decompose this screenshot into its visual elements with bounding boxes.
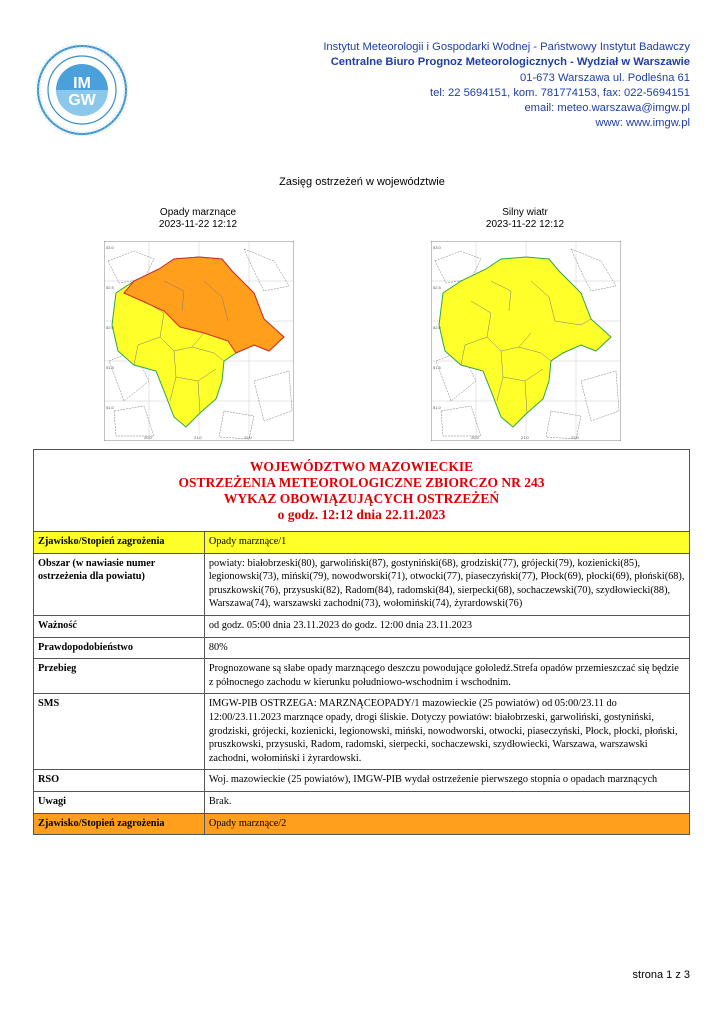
- list-title: WYKAZ OBOWIĄZUJĄCYCH OSTRZEŻEŃ: [223, 491, 500, 506]
- svg-text:51.5: 51.5: [433, 365, 441, 370]
- voivodeship-title: WOJEWÓDZTWO MAZOWIECKIE: [249, 459, 474, 474]
- table-row: [34, 791, 690, 813]
- warnings-table: [33, 449, 690, 835]
- svg-text:20.0: 20.0: [144, 435, 152, 440]
- row-value: powiaty: białobrzeski(80), garwoliński(87), gostyniński(68), grodziski(77), grójecki(79), kozienicki(85), legionowski(73), miński(79), nowodworski(71), otwocki(77), piaseczyński(77), Płock(69), płocki(69), płoński(68), pruszkowski(76), przysuski(82), Radom(84), radomski(84), sierpecki(68), sochaczewski(70), szydłowiecki(88), Warszawa(74), warszawski zachodni(73), wołomiński(74), żyrardowski(76): [204, 553, 689, 615]
- svg-text:21.0: 21.0: [194, 435, 202, 440]
- table-row: [34, 813, 690, 835]
- map-right-name: Silny wiatr: [502, 207, 548, 218]
- svg-text:53.0: 53.0: [433, 245, 441, 250]
- row-value: 80%: [204, 637, 689, 659]
- svg-text:GW: GW: [68, 92, 96, 109]
- svg-text:51.5: 51.5: [106, 365, 114, 370]
- map-right-datetime: 2023-11-22 12:12: [485, 219, 565, 230]
- imgw-logo: [36, 44, 128, 136]
- row-label: RSO: [34, 770, 205, 792]
- row-value: Brak.: [204, 791, 689, 813]
- svg-text:51.0: 51.0: [106, 405, 114, 410]
- row-label: Ważność: [34, 615, 205, 637]
- svg-text:52.0: 52.0: [106, 325, 114, 330]
- svg-text:52.5: 52.5: [106, 285, 114, 290]
- svg-text:51.0: 51.0: [433, 405, 441, 410]
- table-row: [34, 770, 690, 792]
- row-value: Opady marznące/1: [204, 532, 689, 554]
- row-label: Uwagi: [34, 791, 205, 813]
- map-left-name: Opady marznące: [159, 207, 237, 218]
- table-row: [34, 637, 690, 659]
- address: 01-673 Warszawa ul. Podleśna 61: [520, 71, 690, 84]
- map-caption-right: [425, 207, 625, 231]
- svg-text:20.0: 20.0: [471, 435, 479, 440]
- row-label: Przebieg: [34, 659, 205, 694]
- map-left-datetime: 2023-11-22 12:12: [158, 219, 238, 230]
- row-value: Prognozowane są słabe opady marznącego deszczu powodujące gołoledź.Strefa opadów przemieszczać się będzie z północnego zachodu w kierunku południowo-wschodnim i wschodnim.: [204, 659, 689, 694]
- row-label: Zjawisko/Stopień zagrożenia: [34, 532, 205, 554]
- row-value: IMGW-PIB OSTRZEGA: MARZNĄCEOPADY/1 mazowieckie (25 powiatów) od 05:00/23.11 do 12:00/23.11.2023 marznące opady, drogi śliskie. Dotyczy powiatów: białobrzeski, garwoliński, gostyniński, grodziski, grójecki, kozienicki, legionowski, miński, nowodworski, otwocki, piaseczyński, Płock, płocki, płoński, pruszkowski, przysuski, Radom, radomski, sierpecki, sochaczewski, szydłowiecki, Warszawa, warszawski zachodni, wołomiński i żyrardowski.: [204, 694, 689, 770]
- bulletin-title: OSTRZEŻENIA METEOROLOGICZNE ZBIORCZO NR 243: [178, 475, 545, 490]
- institute-header: [230, 40, 690, 132]
- svg-text:52.5: 52.5: [433, 285, 441, 290]
- phone: tel: 22 5694151, kom. 781774153, fax: 022-5694151: [429, 86, 690, 99]
- table-row: [34, 553, 690, 615]
- svg-text:IM: IM: [73, 75, 91, 92]
- maps-title: Zasięg ostrzeżeń w województwie: [279, 176, 445, 188]
- svg-text:52.0: 52.0: [433, 325, 441, 330]
- table-row: [34, 615, 690, 637]
- row-label: SMS: [34, 694, 205, 770]
- page-number: strona 1 z 3: [632, 969, 690, 981]
- table-row: [34, 694, 690, 770]
- website[interactable]: www: www.imgw.pl: [595, 117, 690, 130]
- row-value: od godz. 05:00 dnia 23.11.2023 do godz. 12:00 dnia 23.11.2023: [204, 615, 689, 637]
- svg-text:22.0: 22.0: [244, 435, 252, 440]
- map-strong-wind: [431, 241, 621, 441]
- email[interactable]: email: meteo.warszawa@imgw.pl: [524, 102, 690, 115]
- row-label: Prawdopodobieństwo: [34, 637, 205, 659]
- issued-time: o godz. 12:12 dnia 22.11.2023: [277, 507, 446, 522]
- institute-name: Instytut Meteorologii i Gospodarki Wodnej - Państwowy Instytut Badawczy: [323, 41, 690, 53]
- table-header: [34, 450, 690, 532]
- table-row: [34, 659, 690, 694]
- map-caption-left: [98, 207, 298, 231]
- row-value: Opady marznące/2: [204, 813, 689, 835]
- map-freezing-rain: [104, 241, 294, 441]
- svg-text:53.0: 53.0: [106, 245, 114, 250]
- row-label: Zjawisko/Stopień zagrożenia: [34, 813, 205, 835]
- table-row: [34, 532, 690, 554]
- row-value: Woj. mazowieckie (25 powiatów), IMGW-PIB wydał ostrzeżenie pierwszego stopnia o opadach marznących: [204, 770, 689, 792]
- svg-text:21.0: 21.0: [521, 435, 529, 440]
- svg-text:22.0: 22.0: [571, 435, 579, 440]
- office-name: Centralne Biuro Prognoz Meteorologicznych - Wydział w Warszawie: [330, 56, 690, 69]
- row-label: Obszar (w nawiasie numer ostrzeżenia dla powiatu): [34, 553, 205, 615]
